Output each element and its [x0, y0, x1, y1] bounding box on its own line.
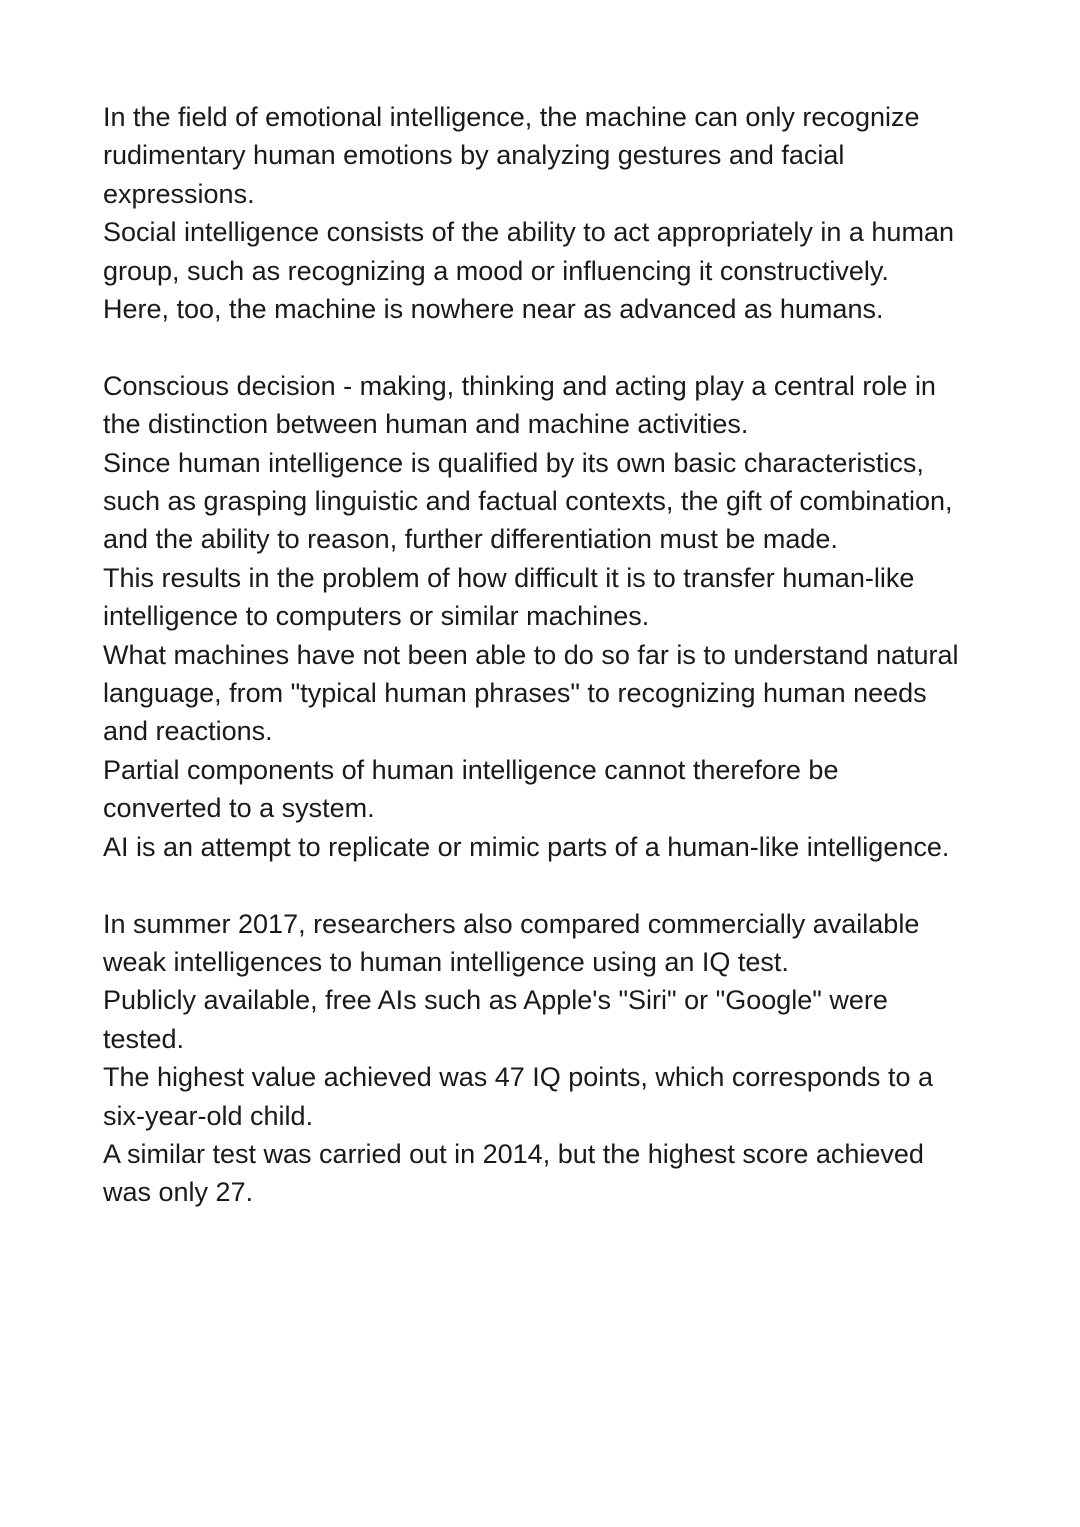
document-page	[103, 98, 1003, 1212]
text-line: group, such as recognizing a mood or influencing it constructively.	[103, 255, 889, 286]
paragraph-spacer	[103, 328, 1003, 366]
text-line: The highest value achieved was 47 IQ points, which corresponds to a	[103, 1062, 933, 1093]
paragraph-spacer	[103, 866, 1003, 904]
text-line: What machines have not been able to do so far is to understand natural	[103, 639, 959, 670]
text-line: Here, too, the machine is nowhere near as advanced as humans.	[103, 294, 884, 325]
text-line: the distinction between human and machine activities.	[103, 409, 749, 440]
text-line: such as grasping linguistic and factual contexts, the gift of combination,	[103, 486, 953, 517]
paragraph-conscious-decision-making	[103, 367, 1003, 866]
text-line: Publicly available, free AIs such as Apple's "Siri" or "Google" were	[103, 985, 888, 1016]
text-line: In the field of emotional intelligence, the machine can only recognize	[103, 102, 920, 132]
text-line: was only 27.	[103, 1177, 254, 1208]
text-line: Since human intelligence is qualified by its own basic characteristics,	[103, 447, 924, 478]
text-line: language, from "typical human phrases" to recognizing human needs	[103, 678, 927, 709]
text-line: Social intelligence consists of the ability to act appropriately in a human	[103, 217, 954, 248]
text-line: Partial components of human intelligence cannot therefore be	[103, 754, 839, 785]
text-line: weak intelligences to human intelligence using an IQ test.	[103, 946, 789, 977]
text-line: expressions.	[103, 178, 255, 209]
paragraph-emotional-social-intelligence	[103, 98, 1003, 328]
text-line: In summer 2017, researchers also compared commercially available	[103, 908, 920, 939]
text-line: AI is an attempt to replicate or mimic parts of a human-like intelligence.	[103, 831, 950, 862]
text-line: intelligence to computers or similar machines.	[103, 601, 650, 632]
paragraph-iq-test-2017	[103, 905, 1003, 1212]
text-line: tested.	[103, 1023, 185, 1054]
text-line: A similar test was carried out in 2014, but the highest score achieved	[103, 1138, 924, 1169]
text-line: and reactions.	[103, 716, 273, 747]
text-line: Conscious decision - making, thinking and acting play a central role in	[103, 370, 936, 401]
text-line: This results in the problem of how difficult it is to transfer human-like	[103, 562, 915, 593]
text-line: six-year-old child.	[103, 1100, 314, 1131]
text-line: and the ability to reason, further differentiation must be made.	[103, 524, 838, 555]
text-line: rudimentary human emotions by analyzing gestures and facial	[103, 140, 845, 171]
text-line: converted to a system.	[103, 793, 375, 824]
